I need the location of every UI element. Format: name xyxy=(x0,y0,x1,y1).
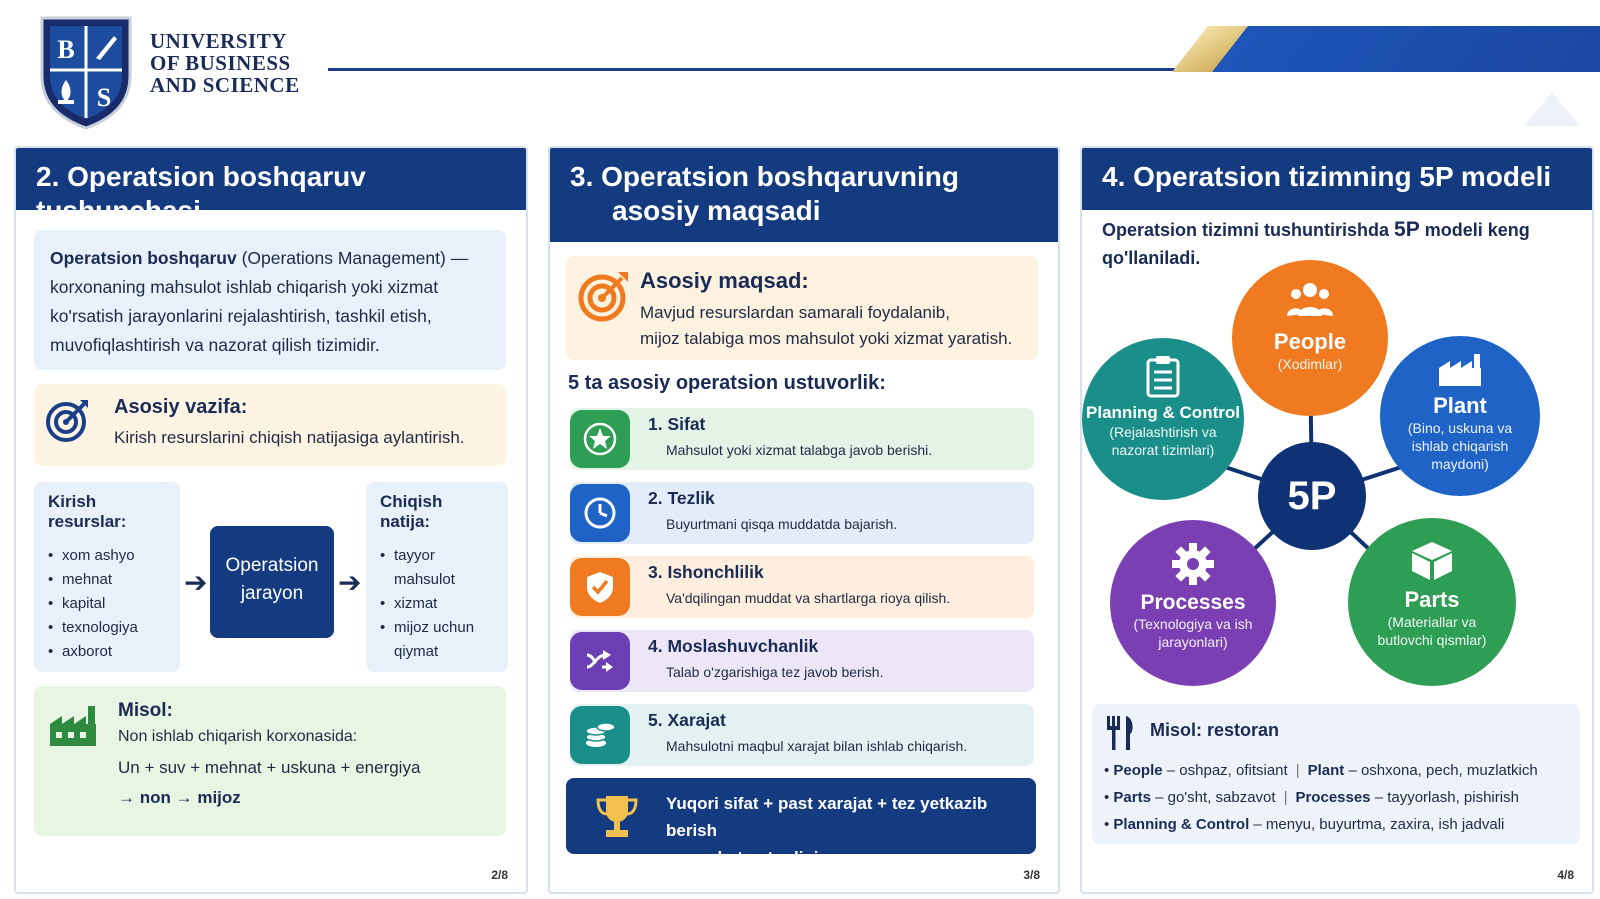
circle-processes: Processes (Texnologiya va ish jarayonlari) xyxy=(1110,520,1276,686)
definition-term: Operatsion boshqaruv xyxy=(50,248,237,268)
coins-icon xyxy=(570,706,630,764)
task-text: Kirish resurslarini chiqish natijasiga aylantirish. xyxy=(114,428,465,447)
intro-text: Operatsion tizimni tushuntirishda 5P modeli keng qo'llaniladi. xyxy=(1102,218,1530,268)
definition-box xyxy=(34,230,506,370)
list-item: • xom ashyo xyxy=(48,544,166,568)
box-icon xyxy=(1410,540,1454,582)
clipboard-icon xyxy=(1145,354,1181,398)
gear-icon xyxy=(1171,542,1215,586)
slide-panel-4 xyxy=(1080,146,1594,894)
fork-knife-icon xyxy=(1104,714,1136,752)
panel-title: 3. Operatsion boshqaruvning asosiy maqsadi xyxy=(550,148,1058,242)
summary-text: Yuqori sifat + past xarajat + tez yetkazib berish = raqobat ustunligi xyxy=(666,794,988,867)
priority-item: 5. Xarajat Mahsulotni maqbul xarajat bilan ishlab chiqarish. xyxy=(570,704,1034,766)
arrow-right-icon: ➔ xyxy=(338,567,362,598)
example-title: Misol: xyxy=(118,700,173,721)
panel-title: 4. Operatsion tizimning 5P modeli xyxy=(1082,148,1592,210)
circle-plant: Plant (Bino, uskuna va ishlab chiqarish maydoni) xyxy=(1380,336,1540,496)
example-box xyxy=(34,686,506,836)
restaurant-example-box xyxy=(1092,704,1580,844)
factory-icon xyxy=(1437,352,1483,388)
list-item: • xizmat xyxy=(380,592,494,616)
summary-banner xyxy=(566,778,1036,867)
arrow-right-icon: ➔ xyxy=(184,567,208,598)
example-row: • Planning & Control – menyu, buyurtma, zaxira, ish jadvali xyxy=(1104,816,1505,833)
outputs-list xyxy=(380,544,494,664)
inputs-list xyxy=(48,544,166,664)
page-number: 2/8 xyxy=(491,868,508,882)
example-row: • People – oshpaz, ofitsiant | Plant – oshxona, pech, muzlatkich xyxy=(1104,762,1538,779)
example-result: → non → mijoz xyxy=(118,788,241,807)
list-item: • mehnat xyxy=(48,568,166,592)
priority-item: 3. Ishonchlilik Va'dqilingan muddat va shartlarga rioya qilish. xyxy=(570,556,1034,618)
slide-panel-3 xyxy=(548,146,1060,894)
target-icon xyxy=(576,268,632,324)
shield-check-icon xyxy=(570,558,630,616)
page-number: 4/8 xyxy=(1557,868,1574,882)
main-task-box xyxy=(34,384,506,466)
circle-people: People (Xodimlar) xyxy=(1232,260,1388,416)
header-blue-band xyxy=(1212,26,1600,72)
example-row: • Parts – go'sht, sabzavot | Processes – tayyorlash, pishirish xyxy=(1104,789,1519,806)
process-box: Operatsion jarayon xyxy=(210,526,334,638)
5p-diagram xyxy=(1082,256,1592,706)
header xyxy=(0,0,1600,140)
priority-item: 2. Tezlik Buyurtmani qisqa muddatda bajarish. xyxy=(570,482,1034,544)
university-shield-logo xyxy=(38,14,134,130)
priority-item: 1. Sifat Mahsulot yoki xizmat talabga javob berishi. xyxy=(570,408,1034,470)
restaurant-example-title: Misol: restoran xyxy=(1150,720,1280,740)
header-triangle xyxy=(1524,92,1580,126)
definition-text: (Operations Management) — korxonaning mahsulot ishlab chiqarish yoki xizmat ko'rsatish jarayonlarini rejalashtirish, tashkil etish, muvofiqlashtirish va nazorat qilish tizimidir. xyxy=(50,248,469,355)
page-number: 3/8 xyxy=(1023,868,1040,882)
example-formula: Un + suv + mehnat + uskuna + energiya xyxy=(118,758,421,777)
slide-panel-2 xyxy=(14,146,528,894)
university-name: UNIVERSITY OF BUSINESS AND SCIENCE xyxy=(150,29,300,97)
goal-title: Asosiy maqsad: xyxy=(640,268,809,293)
outputs-box xyxy=(366,482,508,672)
main-goal-box xyxy=(566,256,1038,360)
logo-letter-s: S xyxy=(96,83,112,112)
star-icon xyxy=(570,410,630,468)
task-title: Asosiy vazifa: xyxy=(114,396,248,418)
list-item: • kapital xyxy=(48,592,166,616)
arrows-icon xyxy=(570,632,630,690)
people-icon xyxy=(1285,280,1335,320)
outputs-title: Chiqish natija: xyxy=(380,492,443,531)
priorities-title: 5 ta asosiy operatsion ustuvorlik: xyxy=(568,372,886,394)
list-item: • axborot xyxy=(48,640,166,664)
center-5p: 5P xyxy=(1258,442,1366,550)
list-item: • tayyor mahsulot xyxy=(380,544,494,592)
panel-title: 2. Operatsion boshqaruv tushunchasi xyxy=(16,148,526,210)
trophy-icon xyxy=(592,792,642,842)
circle-parts: Parts (Materiallar va butlovchi qismlar) xyxy=(1348,518,1516,686)
inputs-title: Kirish resurslar: xyxy=(48,492,127,531)
goal-text: Mavjud resurslardan samarali foydalanib, mijoz talabiga mos mahsulot yoki xizmat yaratish. xyxy=(640,303,1013,348)
header-rule xyxy=(328,68,1208,71)
clock-icon xyxy=(570,484,630,542)
list-item: • texnologiya xyxy=(48,616,166,640)
inputs-box xyxy=(34,482,180,672)
logo-letter-b: B xyxy=(57,35,75,64)
list-item: • mijoz uchun qiymat xyxy=(380,616,494,664)
example-line: Non ishlab chiqarish korxonasida: xyxy=(118,728,358,745)
circle-planning-control: Planning & Control (Rejalashtirish va nazorat tizimlari) xyxy=(1082,338,1244,500)
factory-icon xyxy=(48,704,98,748)
priority-item: 4. Moslashuvchanlik Talab o'zgarishiga tez javob berish. xyxy=(570,630,1034,692)
target-icon xyxy=(44,396,92,444)
